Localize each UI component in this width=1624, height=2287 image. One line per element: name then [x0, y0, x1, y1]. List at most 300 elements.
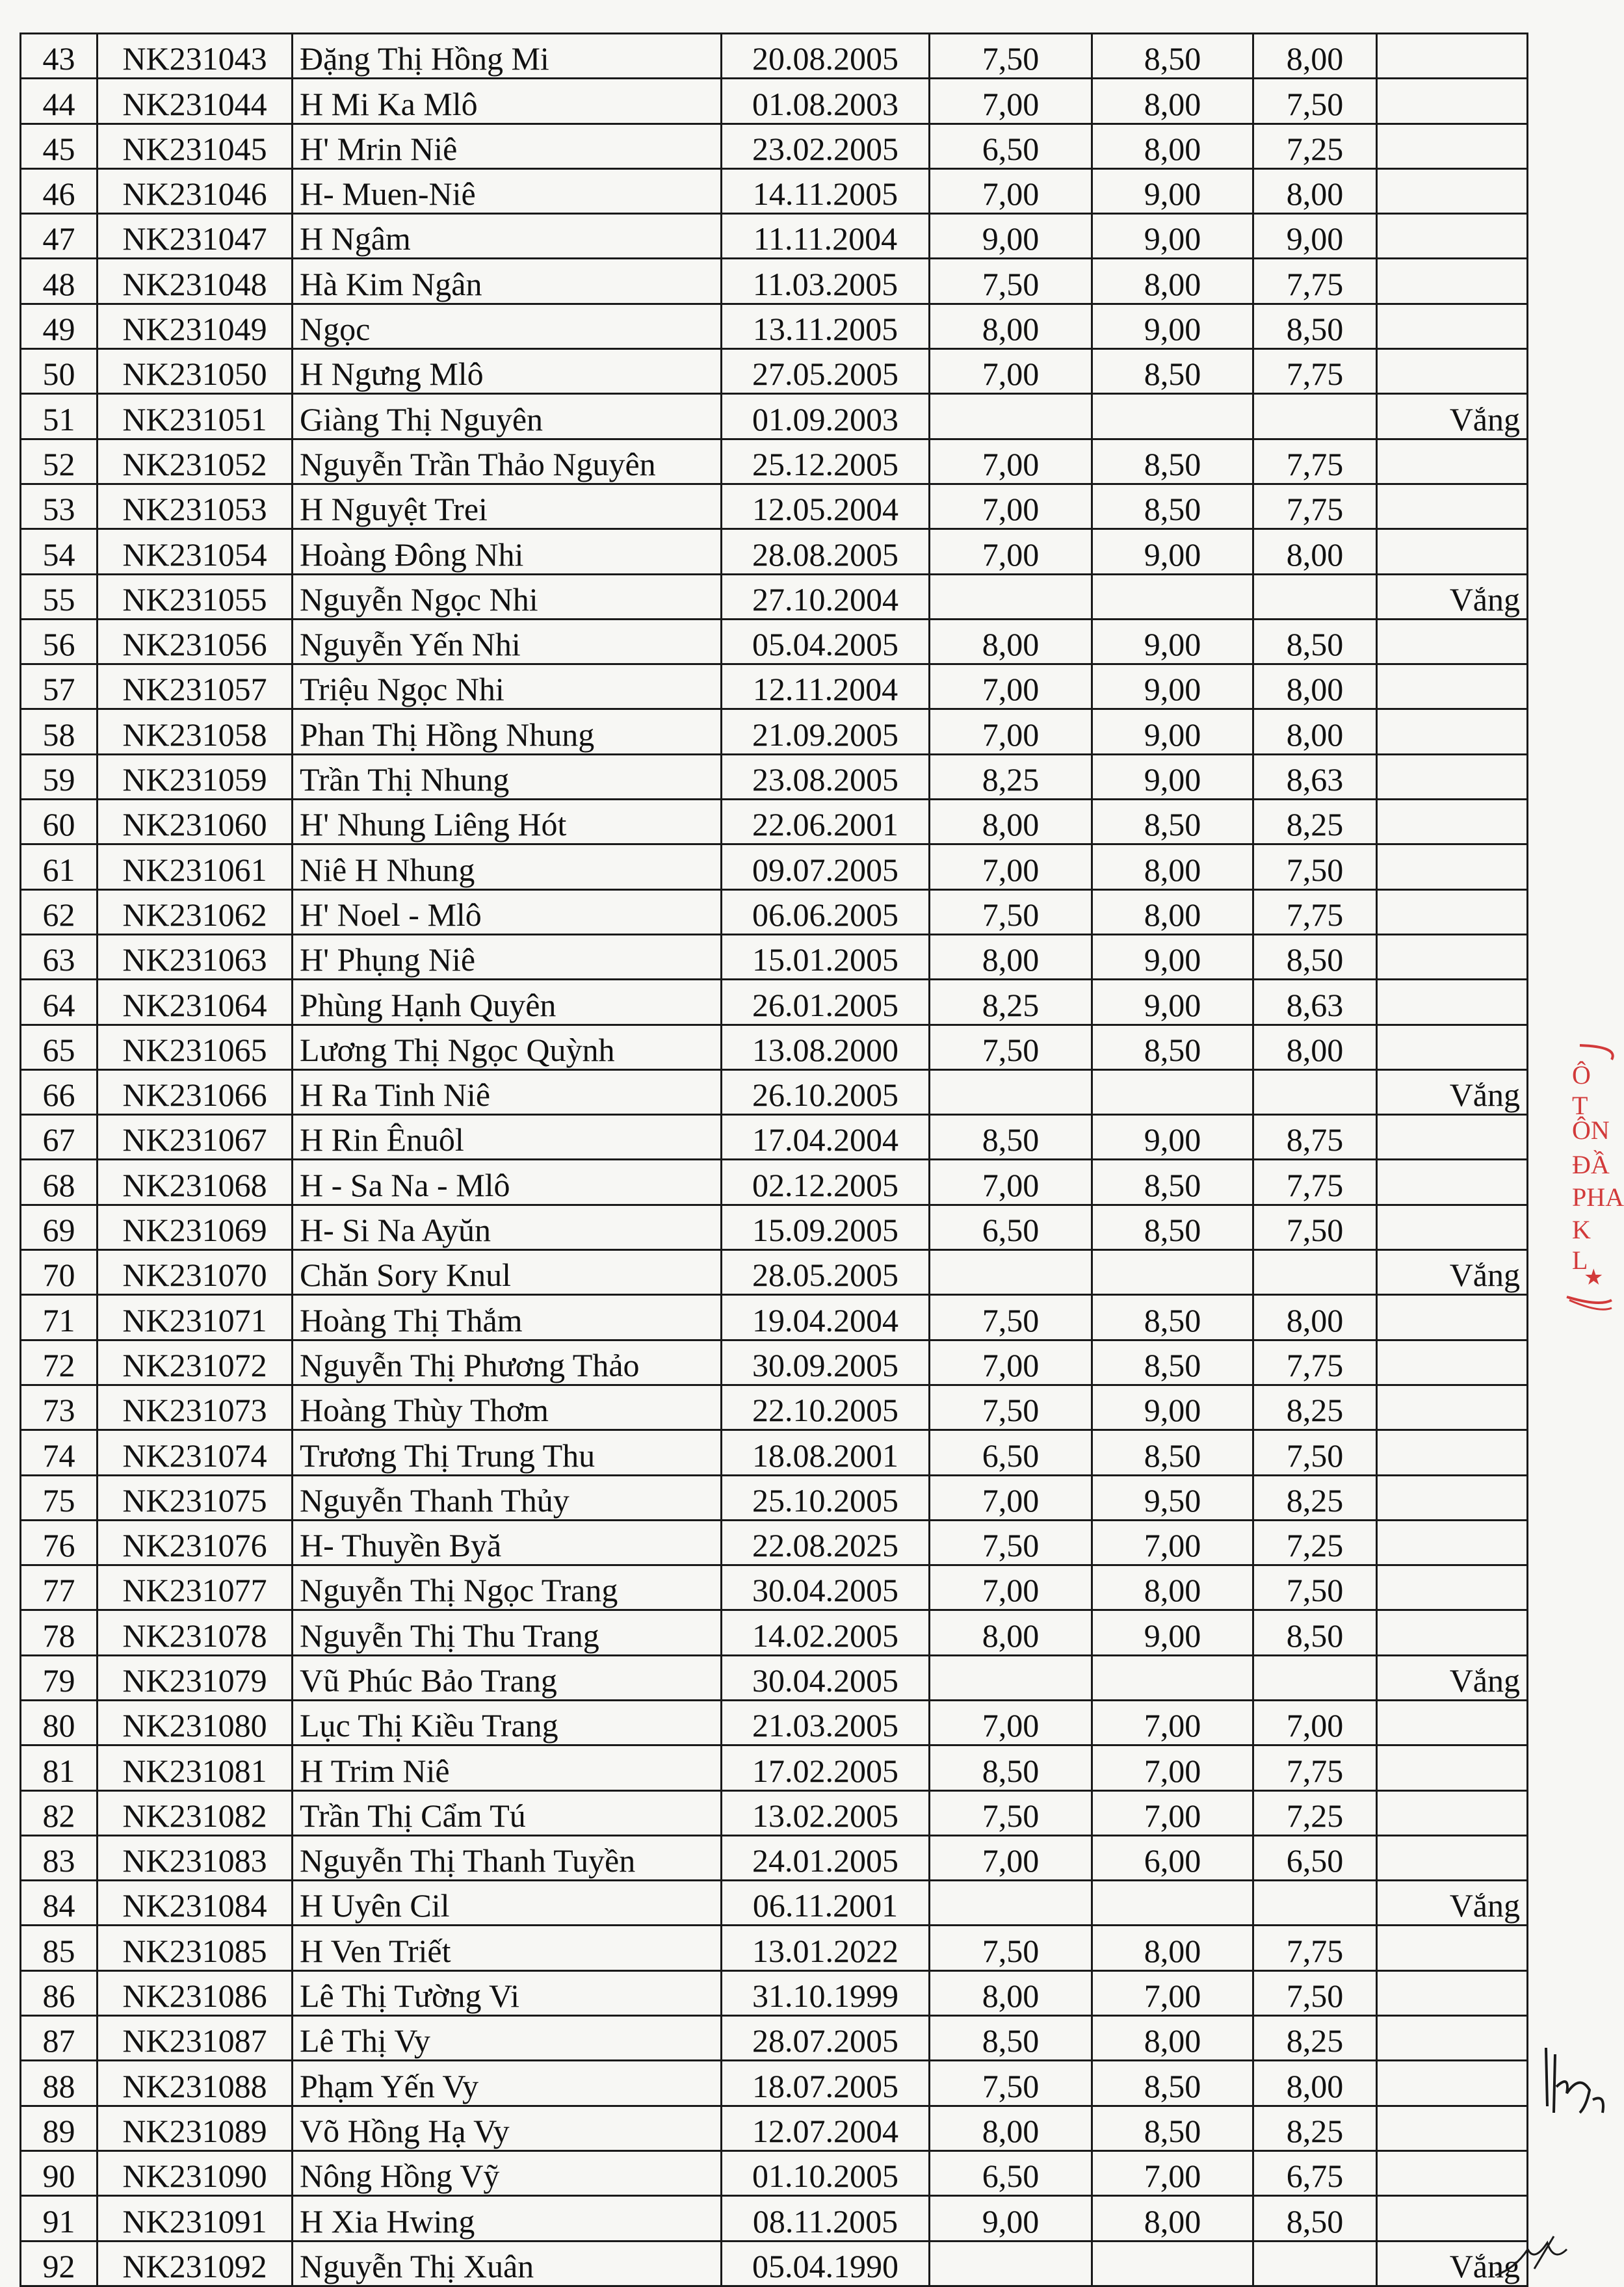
row-number-cell: 79 [21, 1655, 98, 1700]
average-score-cell: 7,50 [1253, 1970, 1377, 2015]
student-id-cell: NK231071 [98, 1295, 293, 1340]
birth-date-cell: 11.11.2004 [722, 214, 930, 259]
birth-date-cell: 26.10.2005 [722, 1069, 930, 1114]
student-id-cell: NK231078 [98, 1610, 293, 1655]
score-1-cell [930, 2241, 1092, 2286]
birth-date-cell: 27.05.2005 [722, 349, 930, 394]
table-row [21, 1700, 1528, 1745]
average-score-cell: 8,25 [1253, 2016, 1377, 2061]
score-2-cell: 8,50 [1092, 1160, 1253, 1205]
table-row [21, 1340, 1528, 1385]
seal-text-line: K L [1572, 1215, 1591, 1275]
row-number-cell: 68 [21, 1160, 98, 1205]
score-1-cell: 7,50 [930, 889, 1092, 934]
average-score-cell: 8,25 [1253, 1475, 1377, 1520]
row-number-cell: 82 [21, 1790, 98, 1835]
birth-date-cell: 09.07.2005 [722, 844, 930, 889]
table-row [21, 889, 1528, 934]
birth-date-cell: 13.11.2005 [722, 304, 930, 348]
student-id-cell: NK231060 [98, 800, 293, 844]
row-number-cell: 62 [21, 889, 98, 934]
table-row [21, 2196, 1528, 2241]
birth-date-cell: 21.09.2005 [722, 709, 930, 754]
row-number-cell: 77 [21, 1565, 98, 1610]
table-row [21, 664, 1528, 709]
note-cell [1377, 2150, 1528, 2195]
birth-date-cell: 30.04.2005 [722, 1565, 930, 1610]
score-table [20, 33, 1528, 2287]
average-score-cell: 8,00 [1253, 709, 1377, 754]
note-cell [1377, 1115, 1528, 1160]
birth-date-cell: 11.03.2005 [722, 259, 930, 304]
birth-date-cell: 05.04.1990 [722, 2241, 930, 2286]
birth-date-cell: 14.02.2005 [722, 1610, 930, 1655]
birth-date-cell: 15.01.2005 [722, 934, 930, 979]
average-score-cell: 7,25 [1253, 1520, 1377, 1565]
student-id-cell: NK231092 [98, 2241, 293, 2286]
student-id-cell: NK231055 [98, 574, 293, 619]
row-number-cell: 53 [21, 484, 98, 529]
score-2-cell: 8,50 [1092, 349, 1253, 394]
row-number-cell: 52 [21, 439, 98, 484]
average-score-cell: 8,00 [1253, 1025, 1377, 1069]
student-id-cell: NK231044 [98, 79, 293, 124]
table-row [21, 619, 1528, 664]
birth-date-cell: 17.02.2005 [722, 1745, 930, 1790]
birth-date-cell: 25.12.2005 [722, 439, 930, 484]
score-2-cell: 7,00 [1092, 1520, 1253, 1565]
birth-date-cell: 12.11.2004 [722, 664, 930, 709]
score-1-cell: 6,50 [930, 124, 1092, 168]
score-2-cell [1092, 1655, 1253, 1700]
score-2-cell [1092, 574, 1253, 619]
row-number-cell: 89 [21, 2106, 98, 2150]
score-2-cell: 7,00 [1092, 2150, 1253, 2195]
student-name-cell: Trần Thị Cẩm Tú [293, 1790, 722, 1835]
row-number-cell: 71 [21, 1295, 98, 1340]
score-2-cell: 8,00 [1092, 259, 1253, 304]
note-cell [1377, 800, 1528, 844]
average-score-cell: 8,00 [1253, 2061, 1377, 2106]
note-cell [1377, 709, 1528, 754]
note-cell [1377, 79, 1528, 124]
note-cell [1377, 1790, 1528, 1835]
score-1-cell: 7,50 [930, 1790, 1092, 1835]
row-number-cell: 48 [21, 259, 98, 304]
student-name-cell: H' Mrin Niê [293, 124, 722, 168]
score-2-cell: 9,00 [1092, 1610, 1253, 1655]
score-1-cell: 8,00 [930, 1610, 1092, 1655]
note-cell [1377, 1745, 1528, 1790]
average-score-cell: 9,00 [1253, 214, 1377, 259]
average-score-cell: 8,25 [1253, 1385, 1377, 1430]
student-name-cell: H Uyên Cil [293, 1881, 722, 1926]
birth-date-cell: 30.09.2005 [722, 1340, 930, 1385]
average-score-cell: 6,75 [1253, 2150, 1377, 2195]
note-cell: Vắng [1377, 1655, 1528, 1700]
score-2-cell: 8,00 [1092, 844, 1253, 889]
birth-date-cell: 01.10.2005 [722, 2150, 930, 2195]
note-cell [1377, 1520, 1528, 1565]
score-1-cell: 8,00 [930, 934, 1092, 979]
student-id-cell: NK231064 [98, 980, 293, 1025]
table-row [21, 1430, 1528, 1475]
student-id-cell: NK231061 [98, 844, 293, 889]
student-id-cell: NK231065 [98, 1025, 293, 1069]
score-2-cell: 7,00 [1092, 1790, 1253, 1835]
score-1-cell: 7,00 [930, 709, 1092, 754]
student-name-cell: H Trim Niê [293, 1745, 722, 1790]
row-number-cell: 59 [21, 754, 98, 799]
birth-date-cell: 20.08.2005 [722, 34, 930, 79]
score-2-cell: 8,00 [1092, 1926, 1253, 1970]
birth-date-cell: 27.10.2004 [722, 574, 930, 619]
student-id-cell: NK231066 [98, 1069, 293, 1114]
student-name-cell: Trương Thị Trung Thu [293, 1430, 722, 1475]
score-1-cell: 7,00 [930, 349, 1092, 394]
student-name-cell: Võ Hồng Hạ Vy [293, 2106, 722, 2150]
row-number-cell: 45 [21, 124, 98, 168]
score-1-cell: 8,00 [930, 1970, 1092, 2015]
score-2-cell: 8,50 [1092, 1205, 1253, 1249]
student-name-cell: Vũ Phúc Bảo Trang [293, 1655, 722, 1700]
score-1-cell [930, 574, 1092, 619]
student-id-cell: NK231075 [98, 1475, 293, 1520]
row-number-cell: 69 [21, 1205, 98, 1249]
note-cell [1377, 304, 1528, 348]
note-cell [1377, 1565, 1528, 1610]
student-name-cell: H- Muen-Niê [293, 168, 722, 213]
score-1-cell: 7,00 [930, 1160, 1092, 1205]
table-row [21, 844, 1528, 889]
birth-date-cell: 19.04.2004 [722, 1295, 930, 1340]
score-1-cell: 8,00 [930, 304, 1092, 348]
student-name-cell: H Nguyệt Trei [293, 484, 722, 529]
average-score-cell [1253, 2241, 1377, 2286]
student-id-cell: NK231050 [98, 349, 293, 394]
table-row [21, 1295, 1528, 1340]
score-1-cell: 8,50 [930, 1115, 1092, 1160]
birth-date-cell: 28.08.2005 [722, 529, 930, 574]
student-id-cell: NK231084 [98, 1881, 293, 1926]
note-cell [1377, 1340, 1528, 1385]
row-number-cell: 58 [21, 709, 98, 754]
student-name-cell: Giàng Thị Nguyên [293, 394, 722, 439]
student-id-cell: NK231062 [98, 889, 293, 934]
seal-text-line: Ô T [1572, 1060, 1591, 1120]
row-number-cell: 44 [21, 79, 98, 124]
score-1-cell: 7,50 [930, 1295, 1092, 1340]
table-row [21, 124, 1528, 168]
table-row [21, 34, 1528, 79]
table-row [21, 259, 1528, 304]
score-2-cell [1092, 394, 1253, 439]
table-row [21, 2016, 1528, 2061]
student-id-cell: NK231067 [98, 1115, 293, 1160]
average-score-cell: 8,50 [1253, 934, 1377, 979]
student-id-cell: NK231083 [98, 1835, 293, 1880]
student-name-cell: H Ven Triết [293, 1926, 722, 1970]
table-row [21, 1520, 1528, 1565]
birth-date-cell: 22.06.2001 [722, 800, 930, 844]
score-2-cell: 8,00 [1092, 1565, 1253, 1610]
score-2-cell: 8,50 [1092, 34, 1253, 79]
average-score-cell: 8,50 [1253, 304, 1377, 348]
birth-date-cell: 31.10.1999 [722, 1970, 930, 2015]
note-cell: Vắng [1377, 574, 1528, 619]
table-row [21, 1475, 1528, 1520]
note-cell: Vắng [1377, 394, 1528, 439]
note-cell [1377, 1385, 1528, 1430]
average-score-cell: 8,50 [1253, 2196, 1377, 2241]
score-2-cell: 8,00 [1092, 2016, 1253, 2061]
average-score-cell: 7,25 [1253, 1790, 1377, 1835]
birth-date-cell: 02.12.2005 [722, 1160, 930, 1205]
table-row [21, 1926, 1528, 1970]
row-number-cell: 81 [21, 1745, 98, 1790]
student-id-cell: NK231046 [98, 168, 293, 213]
note-cell [1377, 34, 1528, 79]
average-score-cell: 8,63 [1253, 980, 1377, 1025]
student-id-cell: NK231090 [98, 2150, 293, 2195]
seal-star-icon: ★ [1584, 1266, 1604, 1290]
score-1-cell: 6,50 [930, 1205, 1092, 1249]
score-2-cell: 7,00 [1092, 1700, 1253, 1745]
birth-date-cell: 18.07.2005 [722, 2061, 930, 2106]
score-1-cell: 7,00 [930, 1475, 1092, 1520]
table-row [21, 1970, 1528, 2015]
birth-date-cell: 06.06.2005 [722, 889, 930, 934]
note-cell [1377, 934, 1528, 979]
row-number-cell: 66 [21, 1069, 98, 1114]
student-id-cell: NK231085 [98, 1926, 293, 1970]
score-1-cell: 8,50 [930, 2016, 1092, 2061]
score-2-cell: 9,00 [1092, 754, 1253, 799]
note-cell [1377, 214, 1528, 259]
score-2-cell: 9,00 [1092, 168, 1253, 213]
row-number-cell: 60 [21, 800, 98, 844]
score-1-cell: 8,25 [930, 754, 1092, 799]
average-score-cell: 7,00 [1253, 1700, 1377, 1745]
row-number-cell: 65 [21, 1025, 98, 1069]
table-row [21, 214, 1528, 259]
student-name-cell: Đặng Thị Hồng Mi [293, 34, 722, 79]
student-id-cell: NK231053 [98, 484, 293, 529]
student-id-cell: NK231069 [98, 1205, 293, 1249]
student-name-cell: Hoàng Đông Nhi [293, 529, 722, 574]
table-row [21, 1250, 1528, 1295]
score-1-cell [930, 1069, 1092, 1114]
score-2-cell: 7,00 [1092, 1970, 1253, 2015]
table-row [21, 754, 1528, 799]
score-1-cell: 7,50 [930, 1025, 1092, 1069]
student-id-cell: NK231059 [98, 754, 293, 799]
birth-date-cell: 24.01.2005 [722, 1835, 930, 1880]
score-1-cell: 7,00 [930, 79, 1092, 124]
average-score-cell: 6,50 [1253, 1835, 1377, 1880]
student-id-cell: NK231051 [98, 394, 293, 439]
average-score-cell: 7,25 [1253, 124, 1377, 168]
average-score-cell: 7,75 [1253, 484, 1377, 529]
average-score-cell: 8,00 [1253, 168, 1377, 213]
note-cell [1377, 1835, 1528, 1880]
student-name-cell: H- Thuyền Byă [293, 1520, 722, 1565]
row-number-cell: 46 [21, 168, 98, 213]
row-number-cell: 88 [21, 2061, 98, 2106]
birth-date-cell: 06.11.2001 [722, 1881, 930, 1926]
student-name-cell: Nguyễn Thị Phương Thảo [293, 1340, 722, 1385]
student-name-cell: Phan Thị Hồng Nhung [293, 709, 722, 754]
student-name-cell: Phạm Yến Vy [293, 2061, 722, 2106]
student-name-cell: Chăn Sory Knul [293, 1250, 722, 1295]
score-1-cell [930, 394, 1092, 439]
student-name-cell: Nguyễn Ngọc Nhi [293, 574, 722, 619]
student-id-cell: NK231081 [98, 1745, 293, 1790]
table-row [21, 980, 1528, 1025]
score-2-cell: 7,00 [1092, 1745, 1253, 1790]
score-1-cell: 8,00 [930, 2106, 1092, 2150]
score-1-cell: 6,50 [930, 2150, 1092, 2195]
note-cell [1377, 1475, 1528, 1520]
score-2-cell: 8,50 [1092, 1430, 1253, 1475]
note-cell [1377, 529, 1528, 574]
student-name-cell: H- Si Na Ayŭn [293, 1205, 722, 1249]
student-id-cell: NK231043 [98, 34, 293, 79]
student-name-cell: Nguyễn Thị Thu Trang [293, 1610, 722, 1655]
row-number-cell: 50 [21, 349, 98, 394]
note-cell [1377, 2061, 1528, 2106]
table-row [21, 1160, 1528, 1205]
score-2-cell [1092, 1069, 1253, 1114]
score-1-cell: 9,00 [930, 2196, 1092, 2241]
student-id-cell: NK231073 [98, 1385, 293, 1430]
row-number-cell: 87 [21, 2016, 98, 2061]
student-name-cell: Ngọc [293, 304, 722, 348]
score-1-cell: 7,00 [930, 844, 1092, 889]
signature-mark-icon [1489, 2223, 1586, 2280]
note-cell [1377, 1160, 1528, 1205]
score-2-cell [1092, 2241, 1253, 2286]
score-2-cell: 8,50 [1092, 2061, 1253, 2106]
table-row [21, 529, 1528, 574]
row-number-cell: 70 [21, 1250, 98, 1295]
row-number-cell: 72 [21, 1340, 98, 1385]
score-1-cell: 8,25 [930, 980, 1092, 1025]
student-name-cell: Hoàng Thị Thắm [293, 1295, 722, 1340]
table-row [21, 484, 1528, 529]
birth-date-cell: 18.08.2001 [722, 1430, 930, 1475]
score-1-cell: 7,00 [930, 664, 1092, 709]
student-name-cell: H' Nhung Liêng Hót [293, 800, 722, 844]
student-name-cell: Phùng Hạnh Quyên [293, 980, 722, 1025]
score-1-cell: 7,00 [930, 484, 1092, 529]
average-score-cell: 8,00 [1253, 664, 1377, 709]
table-row [21, 1881, 1528, 1926]
student-id-cell: NK231068 [98, 1160, 293, 1205]
note-cell [1377, 124, 1528, 168]
student-name-cell: H' Phụng Niê [293, 934, 722, 979]
student-name-cell: H' Noel - Mlô [293, 889, 722, 934]
row-number-cell: 84 [21, 1881, 98, 1926]
note-cell [1377, 1610, 1528, 1655]
score-2-cell: 8,00 [1092, 79, 1253, 124]
birth-date-cell: 13.08.2000 [722, 1025, 930, 1069]
score-1-cell: 7,00 [930, 1565, 1092, 1610]
student-id-cell: NK231072 [98, 1340, 293, 1385]
table-row [21, 394, 1528, 439]
table-row [21, 1385, 1528, 1430]
birth-date-cell: 12.07.2004 [722, 2106, 930, 2150]
birth-date-cell: 23.08.2005 [722, 754, 930, 799]
row-number-cell: 80 [21, 1700, 98, 1745]
average-score-cell [1253, 574, 1377, 619]
table-row [21, 1745, 1528, 1790]
student-id-cell: NK231058 [98, 709, 293, 754]
note-cell [1377, 1025, 1528, 1069]
row-number-cell: 63 [21, 934, 98, 979]
student-name-cell: H - Sa Na - Mlô [293, 1160, 722, 1205]
score-1-cell: 7,00 [930, 1835, 1092, 1880]
note-cell [1377, 439, 1528, 484]
score-2-cell: 8,50 [1092, 1295, 1253, 1340]
row-number-cell: 64 [21, 980, 98, 1025]
student-name-cell: Nguyễn Thị Xuân [293, 2241, 722, 2286]
average-score-cell: 7,50 [1253, 1205, 1377, 1249]
birth-date-cell: 25.10.2005 [722, 1475, 930, 1520]
note-cell [1377, 2016, 1528, 2061]
student-name-cell: Niê H Nhung [293, 844, 722, 889]
table-row [21, 1565, 1528, 1610]
score-1-cell: 8,50 [930, 1745, 1092, 1790]
student-name-cell: H Ra Tinh Niê [293, 1069, 722, 1114]
score-1-cell: 8,00 [930, 619, 1092, 664]
score-2-cell: 9,00 [1092, 934, 1253, 979]
row-number-cell: 92 [21, 2241, 98, 2286]
student-id-cell: NK231091 [98, 2196, 293, 2241]
average-score-cell [1253, 1881, 1377, 1926]
score-sheet [20, 33, 1528, 2287]
student-id-cell: NK231080 [98, 1700, 293, 1745]
table-row [21, 1069, 1528, 1114]
table-row [21, 574, 1528, 619]
table-row [21, 1025, 1528, 1069]
table-row [21, 1790, 1528, 1835]
student-name-cell: H Mi Ka Mlô [293, 79, 722, 124]
average-score-cell: 7,50 [1253, 1565, 1377, 1610]
student-name-cell: Lê Thị Tường Vi [293, 1970, 722, 2015]
note-cell [1377, 259, 1528, 304]
score-1-cell [930, 1250, 1092, 1295]
note-cell [1377, 484, 1528, 529]
average-score-cell: 7,75 [1253, 439, 1377, 484]
row-number-cell: 91 [21, 2196, 98, 2241]
score-1-cell: 7,50 [930, 1520, 1092, 1565]
student-name-cell: Trần Thị Nhung [293, 754, 722, 799]
table-row [21, 304, 1528, 348]
birth-date-cell: 22.10.2005 [722, 1385, 930, 1430]
average-score-cell: 7,50 [1253, 1430, 1377, 1475]
row-number-cell: 51 [21, 394, 98, 439]
score-1-cell: 7,50 [930, 1385, 1092, 1430]
student-id-cell: NK231070 [98, 1250, 293, 1295]
note-cell: Vắng [1377, 1881, 1528, 1926]
average-score-cell: 7,75 [1253, 259, 1377, 304]
average-score-cell: 7,75 [1253, 1160, 1377, 1205]
score-1-cell: 7,00 [930, 529, 1092, 574]
score-1-cell: 7,00 [930, 168, 1092, 213]
birth-date-cell: 17.04.2004 [722, 1115, 930, 1160]
birth-date-cell: 28.05.2005 [722, 1250, 930, 1295]
